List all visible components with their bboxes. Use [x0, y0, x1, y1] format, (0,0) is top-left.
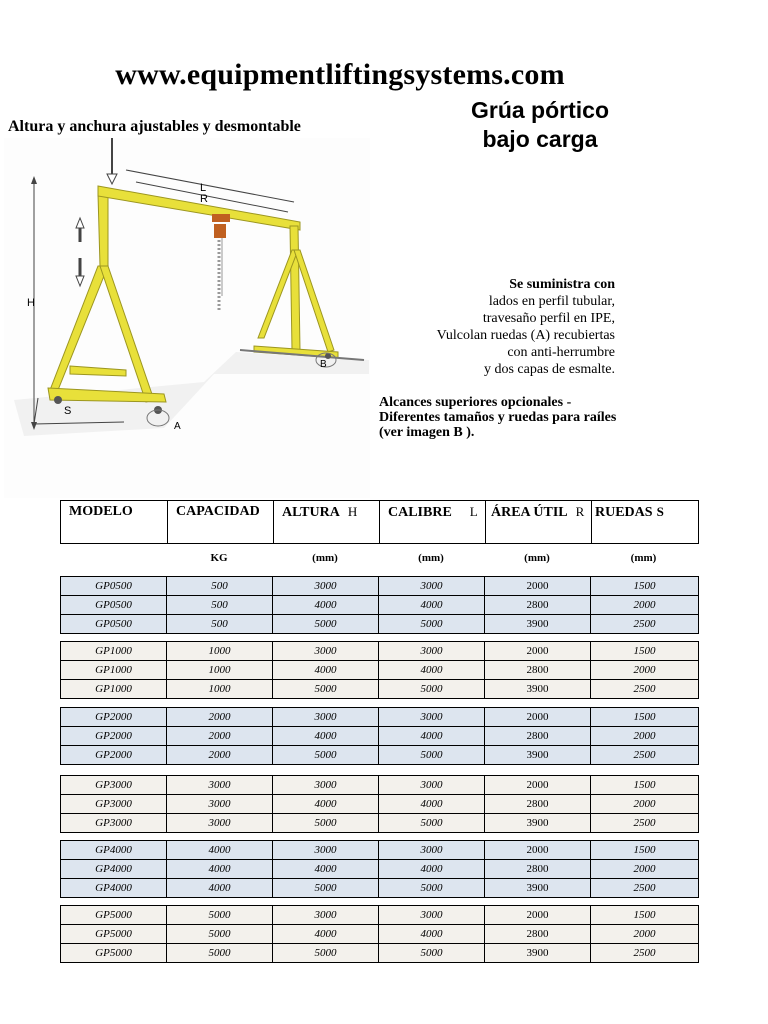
- cell-altura: 3000: [273, 841, 379, 859]
- header-ruedas: RUEDAS S: [595, 504, 664, 520]
- cell-ruedas: 1500: [633, 844, 656, 856]
- cell-area: 2800: [485, 661, 591, 679]
- cell-capacidad: 5000: [167, 944, 273, 962]
- cell-capacidad: 5000: [167, 906, 273, 924]
- cell-capacidad: 500: [167, 577, 273, 595]
- cell-area: 2000: [485, 906, 591, 924]
- cell-modelo: GP4000: [61, 860, 167, 878]
- cell-modelo: GP3000: [61, 776, 167, 794]
- features-text: [360, 276, 615, 378]
- product-title: [440, 96, 640, 154]
- options-text: [379, 395, 639, 440]
- cell-ruedas: 2500: [633, 947, 656, 959]
- model-group: [60, 707, 699, 765]
- cell-modelo: GP5000: [61, 906, 167, 924]
- cell-area: 3900: [485, 615, 591, 633]
- cell-ruedas: 2000: [633, 798, 656, 810]
- features-line: lados en perfil tubular,: [488, 294, 615, 309]
- cell-capacidad: 500: [167, 596, 273, 614]
- header-altura: ALTURA H: [274, 501, 380, 543]
- gantry-crane-drawing: [4, 138, 370, 498]
- table-row: [61, 708, 698, 727]
- cell-area: 2800: [485, 727, 591, 745]
- cell-calibre: 3000: [379, 841, 485, 859]
- cell-calibre: 4000: [379, 596, 485, 614]
- header-capacidad: CAPACIDAD: [168, 501, 274, 543]
- options-line: Alcances superiores opcionales -: [379, 395, 572, 410]
- features-lead: Se suministra con: [509, 277, 615, 292]
- cell-area: 2800: [485, 596, 591, 614]
- cell-capacidad: 1000: [167, 661, 273, 679]
- cell-modelo: GP0500: [61, 577, 167, 595]
- model-group: [60, 576, 699, 634]
- cell-area: 2000: [485, 776, 591, 794]
- cell-altura: 4000: [273, 795, 379, 813]
- cell-calibre: 4000: [379, 860, 485, 878]
- cell-modelo: GP1000: [61, 642, 167, 660]
- unit-cell: (mm): [524, 552, 550, 564]
- table-row: [61, 577, 698, 596]
- model-group: [60, 641, 699, 699]
- title-line-1: Grúa pórtico: [470, 97, 609, 123]
- cell-calibre: 4000: [379, 925, 485, 943]
- cell-modelo: GP4000: [61, 841, 167, 859]
- spec-table-header: [60, 500, 699, 544]
- cell-altura: 4000: [273, 925, 379, 943]
- cell-ruedas: 1500: [633, 779, 656, 791]
- cell-capacidad: 3000: [167, 776, 273, 794]
- table-row: [61, 879, 698, 897]
- cell-calibre: 5000: [379, 944, 485, 962]
- unit-cell: (mm): [418, 552, 444, 564]
- cell-altura: 5000: [273, 615, 379, 633]
- cell-modelo: GP5000: [61, 944, 167, 962]
- cell-ruedas: 2000: [633, 599, 656, 611]
- cell-capacidad: 3000: [167, 795, 273, 813]
- model-group: [60, 840, 699, 898]
- model-group: [60, 905, 699, 963]
- cell-altura: 5000: [273, 944, 379, 962]
- unit-cell: (mm): [312, 552, 338, 564]
- cell-modelo: GP1000: [61, 661, 167, 679]
- cell-modelo: GP4000: [61, 879, 167, 897]
- features-line: y dos capas de esmalte.: [483, 362, 615, 377]
- cell-ruedas: 1500: [633, 909, 656, 921]
- cell-modelo: GP0500: [61, 596, 167, 614]
- cell-altura: 3000: [273, 708, 379, 726]
- cell-area: 2000: [485, 642, 591, 660]
- title-line-2: bajo carga: [482, 126, 598, 152]
- features-line: travesaño perfil en IPE,: [482, 311, 615, 326]
- cell-modelo: GP3000: [61, 814, 167, 832]
- cell-altura: 5000: [273, 680, 379, 698]
- cell-capacidad: 3000: [167, 814, 273, 832]
- options-line: Diferentes tamaños y ruedas para raíles: [379, 410, 617, 425]
- cell-altura: 4000: [273, 727, 379, 745]
- header-modelo: MODELO: [61, 501, 168, 543]
- cell-capacidad: 4000: [167, 860, 273, 878]
- table-row: [61, 642, 698, 661]
- table-row: [61, 841, 698, 860]
- cell-calibre: 3000: [379, 708, 485, 726]
- cell-altura: 5000: [273, 746, 379, 764]
- cell-capacidad: 1000: [167, 680, 273, 698]
- label-B: B: [320, 359, 327, 370]
- features-line: con anti-herrumbre: [507, 345, 615, 360]
- cell-capacidad: 5000: [167, 925, 273, 943]
- cell-calibre: 4000: [379, 727, 485, 745]
- cell-altura: 3000: [273, 577, 379, 595]
- cell-ruedas: 2000: [633, 928, 656, 940]
- cell-ruedas: 2500: [633, 749, 656, 761]
- cell-calibre: 3000: [379, 776, 485, 794]
- table-row: [61, 776, 698, 795]
- cell-modelo: GP3000: [61, 795, 167, 813]
- table-row: [61, 746, 698, 764]
- cell-calibre: 4000: [379, 795, 485, 813]
- cell-area: 2000: [485, 708, 591, 726]
- cell-altura: 5000: [273, 879, 379, 897]
- unit-cell: KG: [210, 552, 228, 564]
- options-line: (ver imagen B ).: [379, 425, 475, 440]
- cell-altura: 4000: [273, 661, 379, 679]
- label-H: H: [27, 297, 35, 309]
- cell-altura: 3000: [273, 642, 379, 660]
- table-row: [61, 680, 698, 698]
- unit-cell: (mm): [630, 552, 657, 564]
- cell-modelo: GP5000: [61, 925, 167, 943]
- cell-ruedas: 2000: [633, 863, 656, 875]
- table-row: [61, 661, 698, 680]
- cell-altura: 4000: [273, 596, 379, 614]
- cell-calibre: 5000: [379, 746, 485, 764]
- table-row: [61, 814, 698, 832]
- table-row: [61, 615, 698, 633]
- cell-capacidad: 2000: [167, 727, 273, 745]
- cell-modelo: GP2000: [61, 727, 167, 745]
- cell-ruedas: 1500: [633, 645, 656, 657]
- drawing-caption: Altura y anchura ajustables y desmontable: [8, 118, 301, 135]
- table-row: [61, 944, 698, 962]
- cell-calibre: 3000: [379, 577, 485, 595]
- table-row: [61, 795, 698, 814]
- label-A: A: [174, 421, 181, 432]
- cell-altura: 3000: [273, 906, 379, 924]
- table-row: [61, 727, 698, 746]
- cell-calibre: 4000: [379, 661, 485, 679]
- site-url: www.equipmentliftingsystems.com: [115, 58, 565, 91]
- cell-ruedas: 1500: [633, 580, 656, 592]
- cell-altura: 5000: [273, 814, 379, 832]
- label-S: S: [64, 405, 72, 417]
- table-row: [61, 596, 698, 615]
- cell-calibre: 5000: [379, 879, 485, 897]
- table-row: [61, 860, 698, 879]
- cell-area: 2000: [485, 577, 591, 595]
- cell-area: 3900: [485, 944, 591, 962]
- cell-capacidad: 500: [167, 615, 273, 633]
- cell-area: 2800: [485, 860, 591, 878]
- cell-ruedas: 1500: [633, 711, 656, 723]
- cell-ruedas: 2500: [633, 817, 656, 829]
- cell-calibre: 3000: [379, 642, 485, 660]
- cell-capacidad: 4000: [167, 841, 273, 859]
- label-R: R: [200, 193, 208, 205]
- table-row: [61, 906, 698, 925]
- cell-capacidad: 4000: [167, 879, 273, 897]
- cell-ruedas: 2500: [633, 882, 656, 894]
- cell-altura: 4000: [273, 860, 379, 878]
- cell-modelo: GP1000: [61, 680, 167, 698]
- cell-area: 2000: [485, 841, 591, 859]
- cell-calibre: 5000: [379, 814, 485, 832]
- cell-ruedas: 2000: [633, 730, 656, 742]
- cell-area: 2800: [485, 925, 591, 943]
- cell-capacidad: 1000: [167, 642, 273, 660]
- model-group: [60, 775, 699, 833]
- cell-area: 3900: [485, 680, 591, 698]
- units-row: [60, 552, 699, 564]
- label-L: L: [200, 182, 207, 194]
- header-area-util: ÁREA ÚTIL R: [486, 501, 592, 543]
- cell-calibre: 3000: [379, 906, 485, 924]
- cell-ruedas: 2500: [633, 683, 656, 695]
- cell-calibre: 5000: [379, 615, 485, 633]
- cell-area: 3900: [485, 879, 591, 897]
- cell-area: 3900: [485, 746, 591, 764]
- unit-cell: [60, 552, 166, 564]
- cell-modelo: GP2000: [61, 746, 167, 764]
- cell-capacidad: 2000: [167, 708, 273, 726]
- cell-ruedas: 2500: [633, 618, 656, 630]
- cell-area: 2800: [485, 795, 591, 813]
- cell-modelo: GP0500: [61, 615, 167, 633]
- cell-capacidad: 2000: [167, 746, 273, 764]
- cell-altura: 3000: [273, 776, 379, 794]
- header-calibre: CALIBRE L: [380, 501, 486, 543]
- cell-calibre: 5000: [379, 680, 485, 698]
- table-row: [61, 925, 698, 944]
- gantry-crane-illustration: [4, 138, 370, 498]
- cell-area: 3900: [485, 814, 591, 832]
- cell-modelo: GP2000: [61, 708, 167, 726]
- cell-ruedas: 2000: [633, 664, 656, 676]
- features-line: Vulcolan ruedas (A) recubiertas: [436, 328, 615, 343]
